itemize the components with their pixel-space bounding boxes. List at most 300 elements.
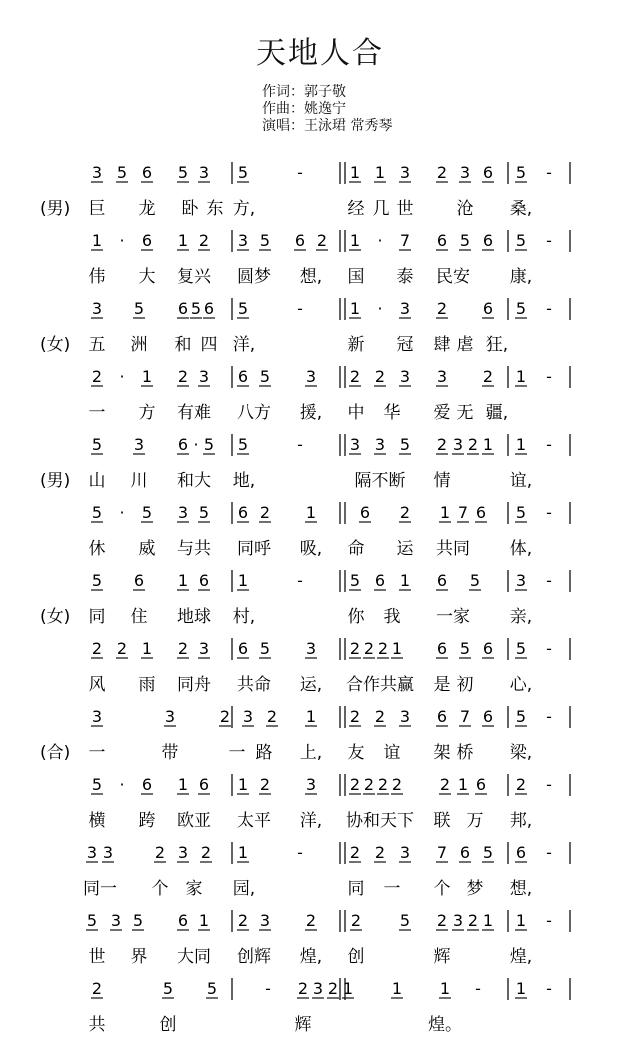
- lyric-syllable: 太平: [237, 811, 271, 831]
- jianpu-note: 7: [436, 843, 448, 862]
- lyric-syllable: 民安: [436, 267, 470, 287]
- jianpu-note: 5: [91, 571, 103, 590]
- lyric-syllable: 联: [433, 811, 451, 831]
- lyric-syllable: 沧: [456, 199, 474, 219]
- jianpu-note: 1: [439, 979, 451, 998]
- jianpu-note: 5: [91, 503, 103, 522]
- lyric-syllable: 谊: [383, 743, 401, 763]
- jianpu-note: 2: [436, 299, 448, 318]
- jianpu-note: 2: [305, 911, 317, 930]
- jianpu-note: 2: [377, 639, 389, 658]
- jianpu-note: 6: [482, 163, 494, 182]
- jianpu-note: 3: [452, 911, 464, 930]
- lyric-syllable: 辉: [294, 1015, 312, 1035]
- jianpu-note: 6: [436, 707, 448, 726]
- lyric-syllable: 是: [433, 675, 451, 695]
- lyric-syllable: 冠: [396, 335, 414, 355]
- jianpu-note: 2: [116, 639, 128, 658]
- lyric-syllable: 康,: [509, 267, 533, 287]
- lyric-syllable: 一家: [436, 607, 470, 627]
- jianpu-note: -: [546, 367, 552, 386]
- jianpu-note: 2: [467, 435, 479, 454]
- lyric-syllable: 同: [88, 607, 106, 627]
- jianpu-note: 6: [359, 503, 371, 522]
- lyric-syllable: 巨: [88, 199, 106, 219]
- jianpu-note: 1: [349, 163, 361, 182]
- lyric-syllable: 煌,: [509, 947, 533, 967]
- jianpu-note: 1: [177, 775, 189, 794]
- lyric-syllable: 创: [159, 1015, 177, 1035]
- jianpu-note: 2: [349, 707, 361, 726]
- part-label: (男): [40, 471, 71, 491]
- jianpu-note: 1: [515, 979, 527, 998]
- jianpu-note: 6: [203, 299, 215, 318]
- jianpu-note: 3: [91, 707, 103, 726]
- jianpu-note: 1: [515, 367, 527, 386]
- jianpu-note: 1: [515, 911, 527, 930]
- lyric-syllable: 家: [185, 879, 203, 899]
- jianpu-note: 2: [177, 367, 189, 386]
- jianpu-note: 2: [515, 775, 527, 794]
- jianpu-note: 1: [237, 571, 249, 590]
- jianpu-note: 1: [482, 911, 494, 930]
- jianpu-note: 7: [399, 231, 411, 250]
- jianpu-note: -: [546, 707, 552, 726]
- lyric-syllable: 威: [138, 539, 156, 559]
- lyric-syllable: 吸,: [299, 539, 323, 559]
- jianpu-note: 2: [391, 775, 403, 794]
- jianpu-note: -: [546, 503, 552, 522]
- jianpu-note: 1: [342, 979, 354, 998]
- jianpu-note: 3: [349, 435, 361, 454]
- jianpu-note: ·: [119, 775, 125, 794]
- lyric-syllable: 泰: [396, 267, 414, 287]
- jianpu-note: ·: [193, 435, 199, 454]
- jianpu-note: 3: [305, 367, 317, 386]
- jianpu-note: 5: [190, 299, 202, 318]
- lyric-syllable: 无: [456, 403, 474, 423]
- jianpu-note: 3: [452, 435, 464, 454]
- jianpu-note: 2: [327, 979, 339, 998]
- jianpu-note: -: [546, 163, 552, 182]
- lyric-syllable: 住: [130, 607, 148, 627]
- jianpu-note: 3: [374, 435, 386, 454]
- jianpu-note: 1: [305, 503, 317, 522]
- lyric-syllable: 虐: [456, 335, 474, 355]
- jianpu-note: ·: [119, 503, 125, 522]
- jianpu-note: 6: [237, 639, 249, 658]
- jianpu-note: 2: [349, 775, 361, 794]
- jianpu-note: 2: [91, 639, 103, 658]
- lyric-syllable: 伟: [88, 267, 106, 287]
- jianpu-note: 6: [177, 911, 189, 930]
- jianpu-note: 2: [200, 843, 212, 862]
- lyric-syllable: 我: [383, 607, 401, 627]
- jianpu-note: 6: [177, 299, 189, 318]
- jianpu-note: 2: [467, 911, 479, 930]
- jianpu-note: 3: [259, 911, 271, 930]
- lyric-syllable: 同呼: [237, 539, 271, 559]
- jianpu-note: 6: [237, 503, 249, 522]
- jianpu-note: 1: [177, 231, 189, 250]
- lyric-syllable: 梦: [466, 879, 484, 899]
- jianpu-note: 2: [91, 979, 103, 998]
- jianpu-note: -: [546, 571, 552, 590]
- lyric-syllable: 大同: [177, 947, 211, 967]
- jianpu-note: 3: [164, 707, 176, 726]
- lyric-syllable: 一: [383, 879, 401, 899]
- lyric-syllable: 雨: [138, 675, 156, 695]
- jianpu-note: 5: [91, 435, 103, 454]
- jianpu-note: -: [546, 843, 552, 862]
- lyric-syllable: 煌,: [299, 947, 323, 967]
- jianpu-note: 6: [459, 843, 471, 862]
- jianpu-note: 3: [312, 979, 324, 998]
- jianpu-note: 6: [198, 571, 210, 590]
- jianpu-note: 2: [439, 775, 451, 794]
- jianpu-note: 3: [91, 163, 103, 182]
- jianpu-note: 6: [482, 299, 494, 318]
- lyric-syllable: 运: [396, 539, 414, 559]
- jianpu-note: 5: [133, 299, 145, 318]
- jianpu-note: 1: [141, 639, 153, 658]
- jianpu-note: 5: [399, 435, 411, 454]
- jianpu-note: 3: [110, 911, 122, 930]
- jianpu-note: -: [546, 639, 552, 658]
- jianpu-note: 2: [350, 911, 362, 930]
- lyric-syllable: 辉: [433, 947, 451, 967]
- jianpu-note: 5: [515, 299, 527, 318]
- jianpu-note: 5: [203, 435, 215, 454]
- lyric-syllable: 同一: [83, 879, 117, 899]
- jianpu-note: 6: [374, 571, 386, 590]
- lyric-syllable: 休: [88, 539, 106, 559]
- jianpu-note: 6: [198, 775, 210, 794]
- jianpu-note: 6: [141, 231, 153, 250]
- jianpu-note: 1: [177, 571, 189, 590]
- jianpu-note: 5: [259, 639, 271, 658]
- lyric-syllable: 心,: [509, 675, 533, 695]
- jianpu-note: 2: [349, 843, 361, 862]
- jianpu-note: -: [546, 299, 552, 318]
- lyric-syllable: 欧亚: [177, 811, 211, 831]
- jianpu-note: 5: [206, 979, 218, 998]
- lyric-syllable: 肆: [433, 335, 451, 355]
- singers-credit: 演唱：王泳珺 常秀琴: [262, 118, 393, 134]
- jianpu-note: 3: [102, 843, 114, 862]
- jianpu-note: 5: [349, 571, 361, 590]
- jianpu-note: 5: [515, 503, 527, 522]
- lyric-syllable: 友: [347, 743, 365, 763]
- jianpu-note: 3: [399, 707, 411, 726]
- jianpu-note: 5: [469, 571, 481, 590]
- jianpu-note: 5: [132, 911, 144, 930]
- lyric-syllable: 中: [347, 403, 365, 423]
- lyric-syllable: 一: [88, 743, 106, 763]
- lyric-syllable: 合作共赢: [346, 675, 414, 695]
- lyric-syllable: 共同: [436, 539, 470, 559]
- lyric-syllable: 创辉: [237, 947, 271, 967]
- lyric-syllable: 横: [88, 811, 106, 831]
- lyric-syllable: 情: [433, 471, 451, 491]
- lyric-syllable: 山: [88, 471, 106, 491]
- jianpu-note: 6: [475, 775, 487, 794]
- jianpu-note: 1: [515, 435, 527, 454]
- jianpu-note: 1: [237, 843, 249, 862]
- lyric-syllable: 国: [347, 267, 365, 287]
- jianpu-note: 2: [259, 503, 271, 522]
- jianpu-note: 1: [391, 979, 403, 998]
- jianpu-note: 2: [297, 979, 309, 998]
- lyric-syllable: 架: [433, 743, 451, 763]
- jianpu-note: 1: [91, 231, 103, 250]
- lyric-syllable: 一: [88, 403, 106, 423]
- lyric-syllable: 想,: [509, 879, 533, 899]
- lyric-syllable: 疆,: [485, 403, 509, 423]
- lyric-syllable: 华: [383, 403, 401, 423]
- jianpu-note: 2: [436, 163, 448, 182]
- jianpu-note: 6: [482, 707, 494, 726]
- jianpu-note: 5: [162, 979, 174, 998]
- jianpu-note: 3: [237, 231, 249, 250]
- lyric-syllable: 初: [456, 675, 474, 695]
- jianpu-note: 5: [515, 163, 527, 182]
- lyric-syllable: 世: [396, 199, 414, 219]
- lyric-syllable: 运,: [299, 675, 323, 695]
- lyric-syllable: 上,: [299, 743, 323, 763]
- composer-credit: 作曲：姚逸宁: [262, 101, 346, 117]
- jianpu-note: -: [546, 775, 552, 794]
- lyric-syllable: 共: [88, 1015, 106, 1035]
- jianpu-note: 6: [177, 435, 189, 454]
- lyric-syllable: 同舟: [177, 675, 211, 695]
- jianpu-note: -: [546, 435, 552, 454]
- jianpu-note: 2: [374, 843, 386, 862]
- jianpu-note: 1: [141, 367, 153, 386]
- jianpu-note: 1: [349, 231, 361, 250]
- jianpu-note: 3: [91, 299, 103, 318]
- jianpu-note: 3: [436, 367, 448, 386]
- lyric-syllable: 煌。: [428, 1015, 462, 1035]
- jianpu-note: 2: [436, 435, 448, 454]
- jianpu-note: -: [297, 843, 303, 862]
- jianpu-note: 5: [515, 707, 527, 726]
- jianpu-note: -: [297, 299, 303, 318]
- jianpu-note: 7: [459, 707, 471, 726]
- lyric-syllable: 四: [200, 335, 218, 355]
- lyric-syllable: 狂,: [485, 335, 509, 355]
- lyric-syllable: 桑,: [509, 199, 533, 219]
- jianpu-note: 2: [377, 775, 389, 794]
- lyric-syllable: 隔不断: [354, 471, 406, 491]
- jianpu-note: 3: [177, 843, 189, 862]
- lyric-syllable: 复兴: [177, 267, 211, 287]
- lyric-syllable: 圆梦: [237, 267, 271, 287]
- jianpu-note: -: [265, 979, 271, 998]
- jianpu-note: 1: [457, 775, 469, 794]
- jianpu-note: 3: [305, 775, 317, 794]
- lyric-syllable: 梁,: [509, 743, 533, 763]
- lyric-syllable: 援,: [299, 403, 323, 423]
- lyric-syllable: 五: [88, 335, 106, 355]
- jianpu-note: 2: [316, 231, 328, 250]
- jianpu-note: 7: [457, 503, 469, 522]
- jianpu-note: 2: [259, 775, 271, 794]
- jianpu-note: 6: [475, 503, 487, 522]
- jianpu-note: 3: [399, 299, 411, 318]
- lyric-syllable: 洋,: [299, 811, 323, 831]
- jianpu-note: 5: [459, 639, 471, 658]
- jianpu-note: -: [297, 163, 303, 182]
- lyric-syllable: 万: [466, 811, 484, 831]
- lyric-syllable: 个: [433, 879, 451, 899]
- part-label: (男): [40, 199, 71, 219]
- lyric-syllable: 共命: [237, 675, 271, 695]
- jianpu-note: 3: [242, 707, 254, 726]
- jianpu-note: ·: [377, 231, 383, 250]
- lyric-syllable: 八方: [237, 403, 271, 423]
- jianpu-note: 2: [349, 639, 361, 658]
- part-label: (合): [40, 743, 71, 763]
- jianpu-note: 5: [198, 503, 210, 522]
- jianpu-note: 2: [436, 911, 448, 930]
- song-title: 天地人合: [256, 36, 384, 71]
- lyric-syllable: 界: [130, 947, 148, 967]
- lyric-syllable: 一: [228, 743, 246, 763]
- jianpu-note: -: [297, 571, 303, 590]
- lyric-syllable: 带: [161, 743, 179, 763]
- jianpu-note: 3: [177, 503, 189, 522]
- lyric-syllable: 大: [138, 267, 156, 287]
- lyric-syllable: 同: [347, 879, 365, 899]
- part-label: (女): [40, 607, 71, 627]
- lyric-syllable: 想,: [299, 267, 323, 287]
- lyric-syllable: 爱: [433, 403, 451, 423]
- jianpu-note: 6: [515, 843, 527, 862]
- jianpu-note: 2: [363, 639, 375, 658]
- lyric-syllable: 桥: [456, 743, 474, 763]
- jianpu-note: 3: [198, 163, 210, 182]
- jianpu-note: 3: [399, 163, 411, 182]
- lyric-syllable: 方,: [232, 199, 256, 219]
- jianpu-note: 5: [399, 911, 411, 930]
- jianpu-note: 1: [198, 911, 210, 930]
- jianpu-note: 3: [399, 367, 411, 386]
- jianpu-note: 6: [141, 775, 153, 794]
- jianpu-note: 2: [482, 367, 494, 386]
- lyric-syllable: 龙: [138, 199, 156, 219]
- jianpu-note: 2: [266, 707, 278, 726]
- jianpu-note: ·: [377, 299, 383, 318]
- jianpu-note: 6: [482, 231, 494, 250]
- lyric-syllable: 几: [372, 199, 390, 219]
- lyric-syllable: 新: [347, 335, 365, 355]
- lyric-syllable: 邦,: [509, 811, 533, 831]
- lyric-syllable: 园,: [232, 879, 256, 899]
- part-label: (女): [40, 335, 71, 355]
- jianpu-note: 5: [116, 163, 128, 182]
- jianpu-note: 3: [133, 435, 145, 454]
- lyric-syllable: 和: [174, 335, 192, 355]
- lyric-syllable: 经: [347, 199, 365, 219]
- lyric-syllable: 世: [88, 947, 106, 967]
- jianpu-note: 2: [91, 367, 103, 386]
- lyric-syllable: 协和天下: [346, 811, 414, 831]
- jianpu-note: 2: [154, 843, 166, 862]
- jianpu-note: 2: [237, 911, 249, 930]
- lyric-syllable: 跨: [138, 811, 156, 831]
- jianpu-note: 5: [237, 299, 249, 318]
- lyric-syllable: 个: [151, 879, 169, 899]
- lyric-syllable: 谊,: [509, 471, 533, 491]
- lyricist-credit: 作词：郭子敬: [262, 84, 346, 100]
- lyric-syllable: 洲: [130, 335, 148, 355]
- jianpu-note: 5: [515, 231, 527, 250]
- lyric-syllable: 与共: [177, 539, 211, 559]
- jianpu-note: 2: [198, 231, 210, 250]
- lyric-syllable: 有难: [177, 403, 211, 423]
- lyric-syllable: 和大: [177, 471, 211, 491]
- jianpu-note: 6: [294, 231, 306, 250]
- lyric-syllable: 体,: [509, 539, 533, 559]
- lyric-syllable: 村,: [232, 607, 256, 627]
- jianpu-note: ·: [119, 231, 125, 250]
- lyric-syllable: 卧: [181, 199, 199, 219]
- jianpu-note: 3: [459, 163, 471, 182]
- jianpu-note: 2: [374, 707, 386, 726]
- jianpu-note: -: [546, 979, 552, 998]
- jianpu-note: 1: [305, 707, 317, 726]
- jianpu-note: 2: [177, 639, 189, 658]
- jianpu-note: 5: [86, 911, 98, 930]
- jianpu-note: 1: [482, 435, 494, 454]
- jianpu-note: 6: [237, 367, 249, 386]
- lyric-syllable: 地,: [232, 471, 256, 491]
- lyric-syllable: 洋,: [232, 335, 256, 355]
- jianpu-note: 1: [374, 163, 386, 182]
- jianpu-note: 5: [459, 231, 471, 250]
- lyric-syllable: 你: [347, 607, 365, 627]
- jianpu-note: 3: [198, 367, 210, 386]
- jianpu-note: 5: [259, 231, 271, 250]
- jianpu-note: 2: [219, 707, 231, 726]
- jianpu-note: 1: [391, 639, 403, 658]
- jianpu-note: -: [546, 231, 552, 250]
- jianpu-note: -: [297, 435, 303, 454]
- jianpu-note: -: [546, 911, 552, 930]
- jianpu-note: 1: [349, 299, 361, 318]
- jianpu-note: 1: [399, 571, 411, 590]
- lyric-syllable: 创: [347, 947, 365, 967]
- jianpu-note: 3: [305, 639, 317, 658]
- jianpu-note: 6: [436, 639, 448, 658]
- jianpu-note: 2: [374, 367, 386, 386]
- jianpu-note: 3: [198, 639, 210, 658]
- jianpu-note: 2: [399, 503, 411, 522]
- jianpu-note: 5: [515, 639, 527, 658]
- jianpu-note: 3: [86, 843, 98, 862]
- lyric-syllable: 路: [255, 743, 273, 763]
- lyric-syllable: 风: [88, 675, 106, 695]
- jianpu-note: -: [475, 979, 481, 998]
- jianpu-note: 5: [237, 435, 249, 454]
- lyric-syllable: 命: [347, 539, 365, 559]
- lyric-syllable: 方: [138, 403, 156, 423]
- jianpu-note: ·: [119, 367, 125, 386]
- jianpu-note: 1: [237, 775, 249, 794]
- jianpu-note: 2: [349, 367, 361, 386]
- lyric-syllable: 亲,: [509, 607, 533, 627]
